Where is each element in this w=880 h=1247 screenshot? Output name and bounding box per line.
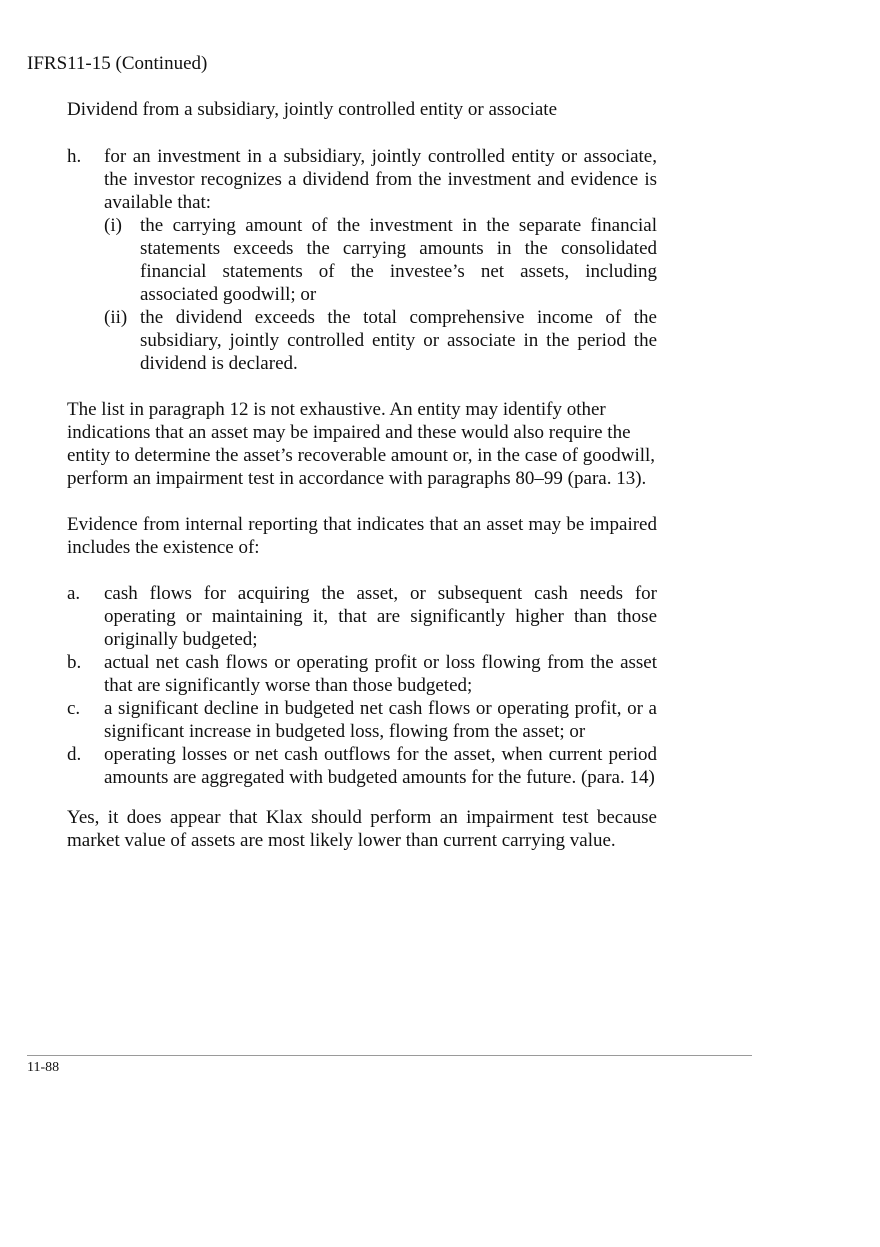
dividend-list <box>67 145 657 375</box>
list-item-label: b. <box>67 652 82 673</box>
list-item-text: operating losses or net cash outflows for the asset, when current period amounts are aggregated with budgeted amounts for the future. (para. 14) <box>104 744 657 788</box>
evidence-list <box>67 582 657 789</box>
sub-item-label: (i) <box>104 215 122 236</box>
list-item-label: c. <box>67 698 81 719</box>
section-heading: Dividend from a subsidiary, jointly controlled entity or associate <box>67 99 558 120</box>
list-item-c <box>67 697 657 743</box>
sub-item-label: (ii) <box>104 307 128 328</box>
list-item-h <box>67 145 657 375</box>
page-content <box>67 98 657 871</box>
list-item-label: h. <box>67 146 82 167</box>
sub-item-text: the carrying amount of the investment in the separate financial statements exceeds the carrying amounts in the consolidated financial statements of the investee’s net assets, including associated goodwill; or <box>140 215 657 305</box>
list-item-label: a. <box>67 583 81 604</box>
list-item-d <box>67 743 657 789</box>
list-item-body <box>104 145 657 375</box>
paragraph-not-exhaustive: The list in paragraph 12 is not exhaustive. An entity may identify other indications that an asset may be impaired and these would also require the entity to determine the asset’s recoverable amount or, in the case of goodwill, perform an impairment test in accordance with paragraphs 80–99 (para. 13). <box>67 399 656 489</box>
list-item-text: a significant decline in budgeted net cash flows or operating profit, or a significant increase in budgeted loss, flowing from the asset; or <box>104 698 657 742</box>
footer-divider <box>27 1055 752 1056</box>
list-item-text: for an investment in a subsidiary, jointly controlled entity or associate, the investor recognizes a dividend from the investment and evidence is available that: <box>104 146 657 213</box>
sub-item-i <box>104 214 657 306</box>
paragraph-conclusion: Yes, it does appear that Klax should perform an impairment test because market value of assets are most likely lower than current carrying value. <box>67 807 657 851</box>
list-item-text: actual net cash flows or operating profit or loss flowing from the asset that are significantly worse than those budgeted; <box>104 652 657 696</box>
page-header: IFRS11-15 (Continued) <box>27 53 208 74</box>
sub-item-text: the dividend exceeds the total comprehensive income of the subsidiary, jointly controlled entity or associate in the period the dividend is declared. <box>140 307 657 374</box>
list-item-text: cash flows for acquiring the asset, or subsequent cash needs for operating or maintaining it, that are significantly higher than those originally budgeted; <box>104 583 657 650</box>
list-item-b <box>67 651 657 697</box>
list-item-label: d. <box>67 744 82 765</box>
sub-item-ii <box>104 306 657 375</box>
paragraph-internal-evidence: Evidence from internal reporting that indicates that an asset may be impaired includes the existence of: <box>67 514 657 558</box>
list-item-a <box>67 582 657 651</box>
page-number: 11-88 <box>27 1060 60 1075</box>
